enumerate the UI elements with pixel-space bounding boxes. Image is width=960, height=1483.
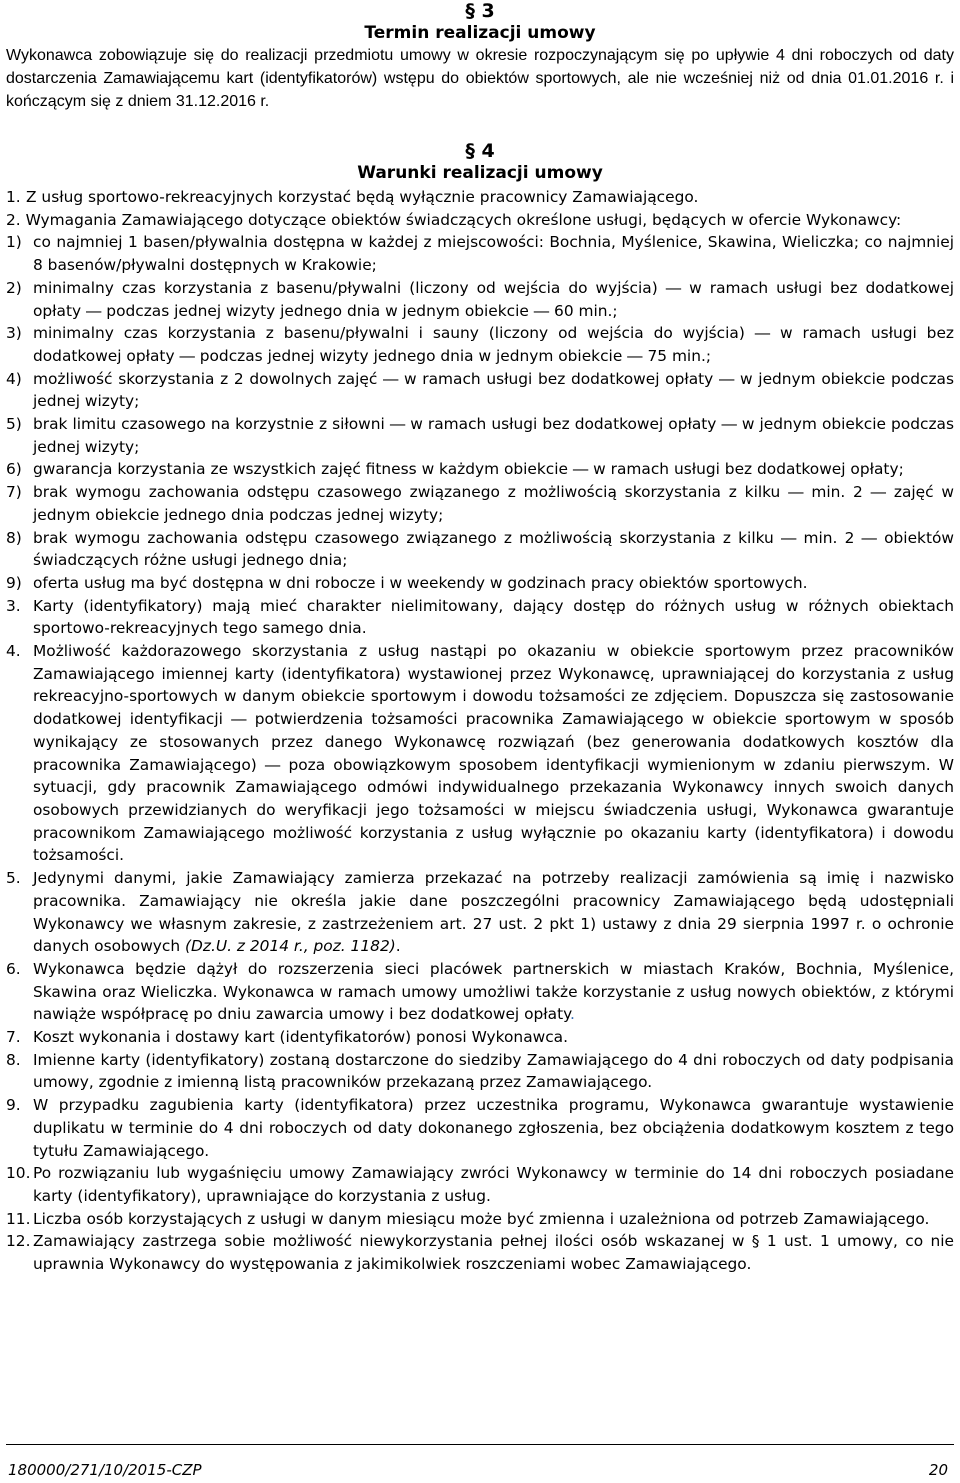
list-item: 7. Koszt wykonania i dostawy kart (identyfikatorów) ponosi Wykonawca. — [6, 1028, 568, 1047]
list-item: 6. Wykonawca będzie dążył do rozszerzenia sieci placówek partnerskich w miastach Kraków, Bochnia, Myślenice, Skawina oraz Wieliczka. Wykonawca w ramach umowy umożliwi także korzystanie z usług nowych obiektów, z którymi nawiąże współpracę po dniu zawarcia umowy i bez dodatkowej opłaty. — [6, 959, 954, 1024]
list-item: 2) minimalny czas korzystania z basenu/pływalni (liczony od wejścia do wyjścia) ― w ramach usługi bez dodatkowej opłaty ― podczas jednej wizyty jednego dnia w jednym obiekcie ― 60 min.; — [6, 278, 954, 320]
list-items-3-4 — [0, 595, 954, 867]
page-number: 20 — [928, 1461, 948, 1479]
section-3-sign: § 3 — [465, 0, 495, 22]
list-item: 4) możliwość skorzystania z 2 dowolnych zajęć ― w ramach usługi bez dodatkowej opłaty ― w jednym obiekcie podczas jednej wizyty; — [6, 369, 954, 411]
list-item: 3. Karty (identyfikatory) mają mieć charakter nielimitowany, dający dostęp do różnych usług w różnych obiektach sportowo-rekreacyjnych tego samego dnia. — [6, 596, 954, 638]
section-4-title: Warunki realizacji umowy — [357, 163, 603, 183]
list-item: 1. Z usług sportowo-rekreacyjnych korzystać będą wyłącznie pracownicy Zamawiającego. — [6, 188, 699, 206]
list-item: 6) gwarancja korzystania ze wszystkich zajęć fitness w każdym obiekcie ― w ramach usługi bez dodatkowej opłaty; — [6, 460, 904, 479]
list-item: 12. Zamawiający zastrzega sobie możliwość niewykorzystania pełnej ilości osób wskazanej w § 1 ust. 1 umowy, co nie uprawnia Wykonawcy do występowania z jakimikolwiek roszczeniami wobec Zamawiającego. — [6, 1232, 954, 1274]
section-4-sign: § 4 — [465, 140, 495, 162]
section-4-list — [0, 186, 954, 1276]
section-3-body: Wykonawca zobowiązuje się do realizacji przedmiotu umowy w okresie rozpoczynającym się po upływie 4 dni roboczych od daty dostarczenia Zamawiającemu kart (identyfikatorów) wstępu do obiektów sportowych, ale nie wcześniej niż od dnia 01.01.2016 r. i kończącym się z dniem 31.12.2016 r. — [6, 47, 954, 110]
list-item: 10. Po rozwiązaniu lub wygaśnięciu umowy Zamawiający zwróci Wykonawcy w terminie do 14 dni roboczych posiadane karty (identyfikatory), uprawniające do korzystania z usług. — [6, 1164, 954, 1205]
list-item: 3) minimalny czas korzystania z basenu/pływalni i sauny (liczony od wejścia do wyjścia) ― w ramach usługi bez dodatkowej opłaty ― podczas jednej wizyty jednego dnia w jednym obiekcie ― 75 min.; — [6, 324, 954, 365]
footer-divider — [6, 1444, 954, 1445]
list-item: 9) oferta usług ma być dostępna w dni robocze i w weekendy w godzinach pracy obiektów sportowych. — [6, 573, 808, 592]
list-item: 9. W przypadku zagubienia karty (identyfikatora) przez uczestnika programu, Wykonawca gwarantuje wystawienie duplikatu w terminie do 4 dni roboczych od daty dokonanego zgłoszenia, bez obciążenia dodatkowym kosztem z tego tytułu Zamawiającego. — [6, 1096, 954, 1160]
list-items-7-12 — [0, 1026, 954, 1276]
list-item: 7) brak wymogu zachowania odstępu czasowego związanego z możliwością skorzystania z kilku ― min. 2 ― zajęć w jednym obiekcie jednego dnia podczas jednej wizyty; — [6, 483, 954, 524]
list-item: 5. Jedynymi danymi, jakie Zamawiający zamierza przekazać na potrzeby realizacji zamówienia są imię i nazwisko pracownika. Zamawiający nie określa jakie dane poszczególni pracownicy Zamawiającego będą udostępniali Wykonawcy we własnym zakresie, z zastrzeżeniem art. 27 ust. 2 pkt 1) ustawy z dnia 29 sierpnia 1997 r. o ochronie danych osobowych (Dz.U. z 2014 r., poz. 1182). — [6, 869, 954, 956]
list-item: 11. Liczba osób korzystających z usługi w danym miesiącu może być zmienna i uzależniona od potrzeb Zamawiającego. — [6, 1209, 930, 1228]
list-item: 8) brak wymogu zachowania odstępu czasowego związanego z możliwością skorzystania z kilku ― min. 2 ― obiektów świadczących różne usługi jednego dnia; — [6, 528, 954, 570]
list-item: 5) brak limitu czasowego na korzystnie z siłowni ― w ramach usługi bez dodatkowej opłaty ― w jednym obiekcie podczas jednej wizyty; — [6, 415, 954, 456]
footer-reference: 180000/271/10/2015-CZP — [8, 1461, 202, 1479]
list-item: 4. Możliwość każdorazowego skorzystania z usług nastąpi po okazaniu w obiekcie sportowym przez pracowników Zamawiającego imiennej karty (identyfikatora) wystawionej przez Wykonawcę, uprawniającej do korzystania z usług rekreacyjno-sportowych w danym obiekcie sportowym i dowodu tożsamości ze zdjęciem. Dopuszcza się zastosowanie dodatkowej identyfikacji ― potwierdzenia tożsamości pracownika Zamawiającego w obiekcie sportowym w sposób wynikający ze stosowanych przez danego Wykonawcę rozwiązań (bez generowania dodatkowych kosztów dla pracownika Zamawiającego) ― poza obowiązkowym sposobem identyfikacji wymienionym w zdaniu pierwszym. W sytuacji, gdy pracownik Zamawiającego odmówi indywidualnego przekazania Wykonawcy innych swoich danych osobowych przewidzianych do weryfikacji jego tożsamości w miejscu świadczenia usługi, Wykonawca gwarantuje pracownikom Zamawiającego możliwość korzystania z usług wyłącznie po okazaniu karty (identyfikatora) i dowodu tożsamości. — [6, 642, 954, 865]
list-item: 8. Imienne karty (identyfikatory) zostaną dostarczone do siedziby Zamawiającego do 4 dni roboczych od daty podpisania umowy, zgodnie z imienną listą pracowników przekazaną przez Zamawiającego. — [6, 1050, 954, 1092]
sub-list — [0, 231, 954, 594]
list-item: 2. Wymagania Zamawiającego dotyczące obiektów świadczących określone usługi, będących w ofercie Wykonawcy: — [6, 210, 902, 229]
section-3-title: Termin realizacji umowy — [364, 23, 596, 43]
list-item: 1) co najmniej 1 basen/pływalnia dostępna w każdej z miejscowości: Bochnia, Myślenice, Skawina, Wieliczka; co najmniej 8 basenów/pływalni dostępnych w Krakowie; — [6, 233, 954, 275]
